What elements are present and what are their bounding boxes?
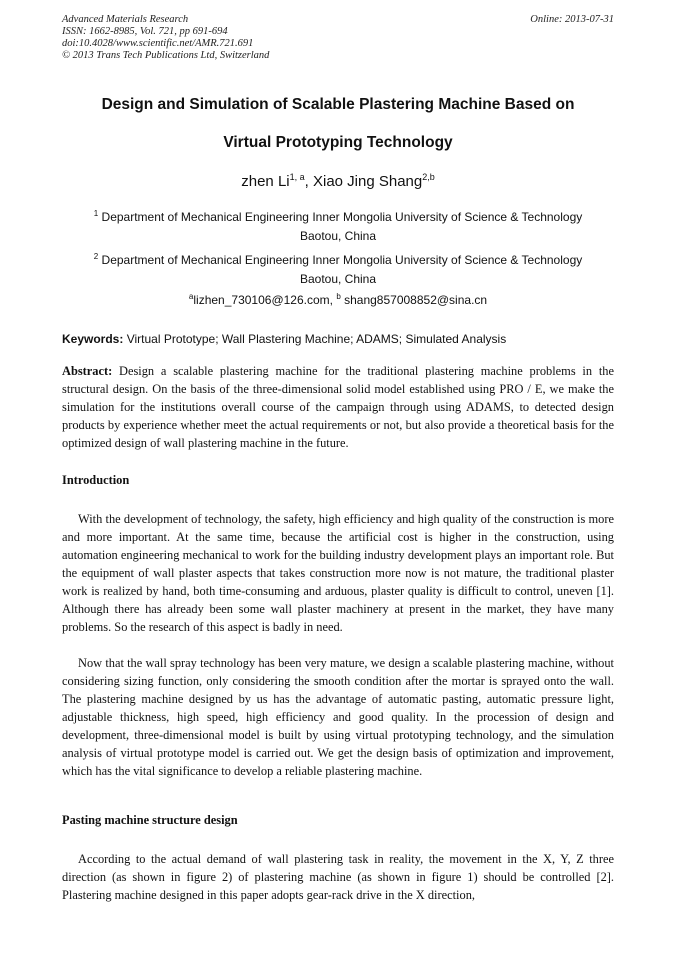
affiliation-1 [62,208,614,246]
doi-line: doi:10.4028/www.scientific.net/AMR.721.691 [62,38,254,49]
author-1-name: zhen Li [241,173,290,190]
author-list [62,173,614,190]
pasting-paragraph-1: According to the actual demand of wall plastering task in reality, the movement in the X, Y, Z three direction (as shown in figure 2) of plastering machine (as shown in figure 1) should be controlled [2]. Plastering machine designed in this paper adopts gear-rack drive in the X direction, [62,852,614,902]
affiliation-2-num: 2 [93,252,99,261]
keywords-label: Keywords: [62,332,124,346]
author-1-sup: 1, a [289,172,305,182]
email-a-sup: a [188,292,194,301]
email-b-sup: b [336,292,341,301]
copyright-line: © 2013 Trans Tech Publications Ltd, Switzerland [62,50,270,61]
section-heading-pasting: Pasting machine structure design [62,813,238,827]
affiliation-1-line2: Baotou, China [299,229,377,243]
author-2-name: Xiao Jing Shang [312,173,423,190]
author-2-sup: 2,b [422,172,435,182]
introduction-paragraph-2: Now that the wall spray technology has been very mature, we design a scalable plastering machine, without considering sizing function, only considering the smooth condition after the mortar is sprayed onto the wall. The plastering machine designed by us has the advantage of automatic pasting, automatic pressure light, adjustable thickness, high speed, high efficiency and good quality. In the procession of design and development, three-dimensional model is built by using virtual prototyping technology, and the simulation analysis of virtual prototype model is carried out. We get the design basis of optimization and improvement, which has the vital significance to develop a reliable plastering machine. [62,656,614,778]
email-b: shang857008852@sina.cn [340,293,488,307]
journal-header [62,14,269,62]
affiliation-2-line2: Baotou, China [299,272,377,286]
journal-name: Advanced Materials Research [62,14,189,25]
paper-title-line1: Design and Simulation of Scalable Plastering Machine Based on [101,96,575,113]
section-heading-introduction: Introduction [62,473,130,487]
author-emails [62,293,614,307]
abstract-text: Design a scalable plastering machine for the traditional plastering machine problems in the structural design. On the basis of the three-dimensional solid model established using PRO / E, we make the simulation for the institutions overall course of the campaign through using ADAMS, to detected design products by experience whether meet the actual requirements or not, but also provide a theoretical basis for the optimized design of wall plastering machine in the future. [62,364,614,450]
issn-line: ISSN: 1662-8985, Vol. 721, pp 691-694 [62,26,228,37]
paper-title-line2: Virtual Prototyping Technology [223,134,453,151]
affiliation-2 [62,251,614,289]
affiliation-1-num: 1 [93,209,99,218]
author-separator: , [304,173,313,190]
email-a: lizhen_730106@126.com, [193,293,337,307]
affiliation-1-line1: Department of Mechanical Engineering Inner Mongolia University of Science & Technology [101,210,583,224]
online-date: Online: 2013-07-31 [530,14,614,25]
keywords [62,332,614,346]
affiliation-2-line1: Department of Mechanical Engineering Inner Mongolia University of Science & Technology [101,253,583,267]
abstract-label: Abstract: [62,364,113,378]
keywords-text: Virtual Prototype; Wall Plastering Machine; ADAMS; Simulated Analysis [123,332,507,346]
abstract [62,362,614,452]
introduction-paragraph-1: With the development of technology, the safety, high efficiency and high quality of the construction is more and more important. At the same time, because the artificial cost is higher in the construction, using automation engineering mechanical to work for the building industry development plays an important role. But the equipment of wall plaster aspects that takes construction more now is not mature, the traditional plaster work is realized by hand, both time-consuming and arduous, plaster quality is difficult to control, uneven [1]. Although there has already been some wall plaster machinery at present in the market, they have many problems. So the research of this aspect is badly in need. [62,512,614,634]
